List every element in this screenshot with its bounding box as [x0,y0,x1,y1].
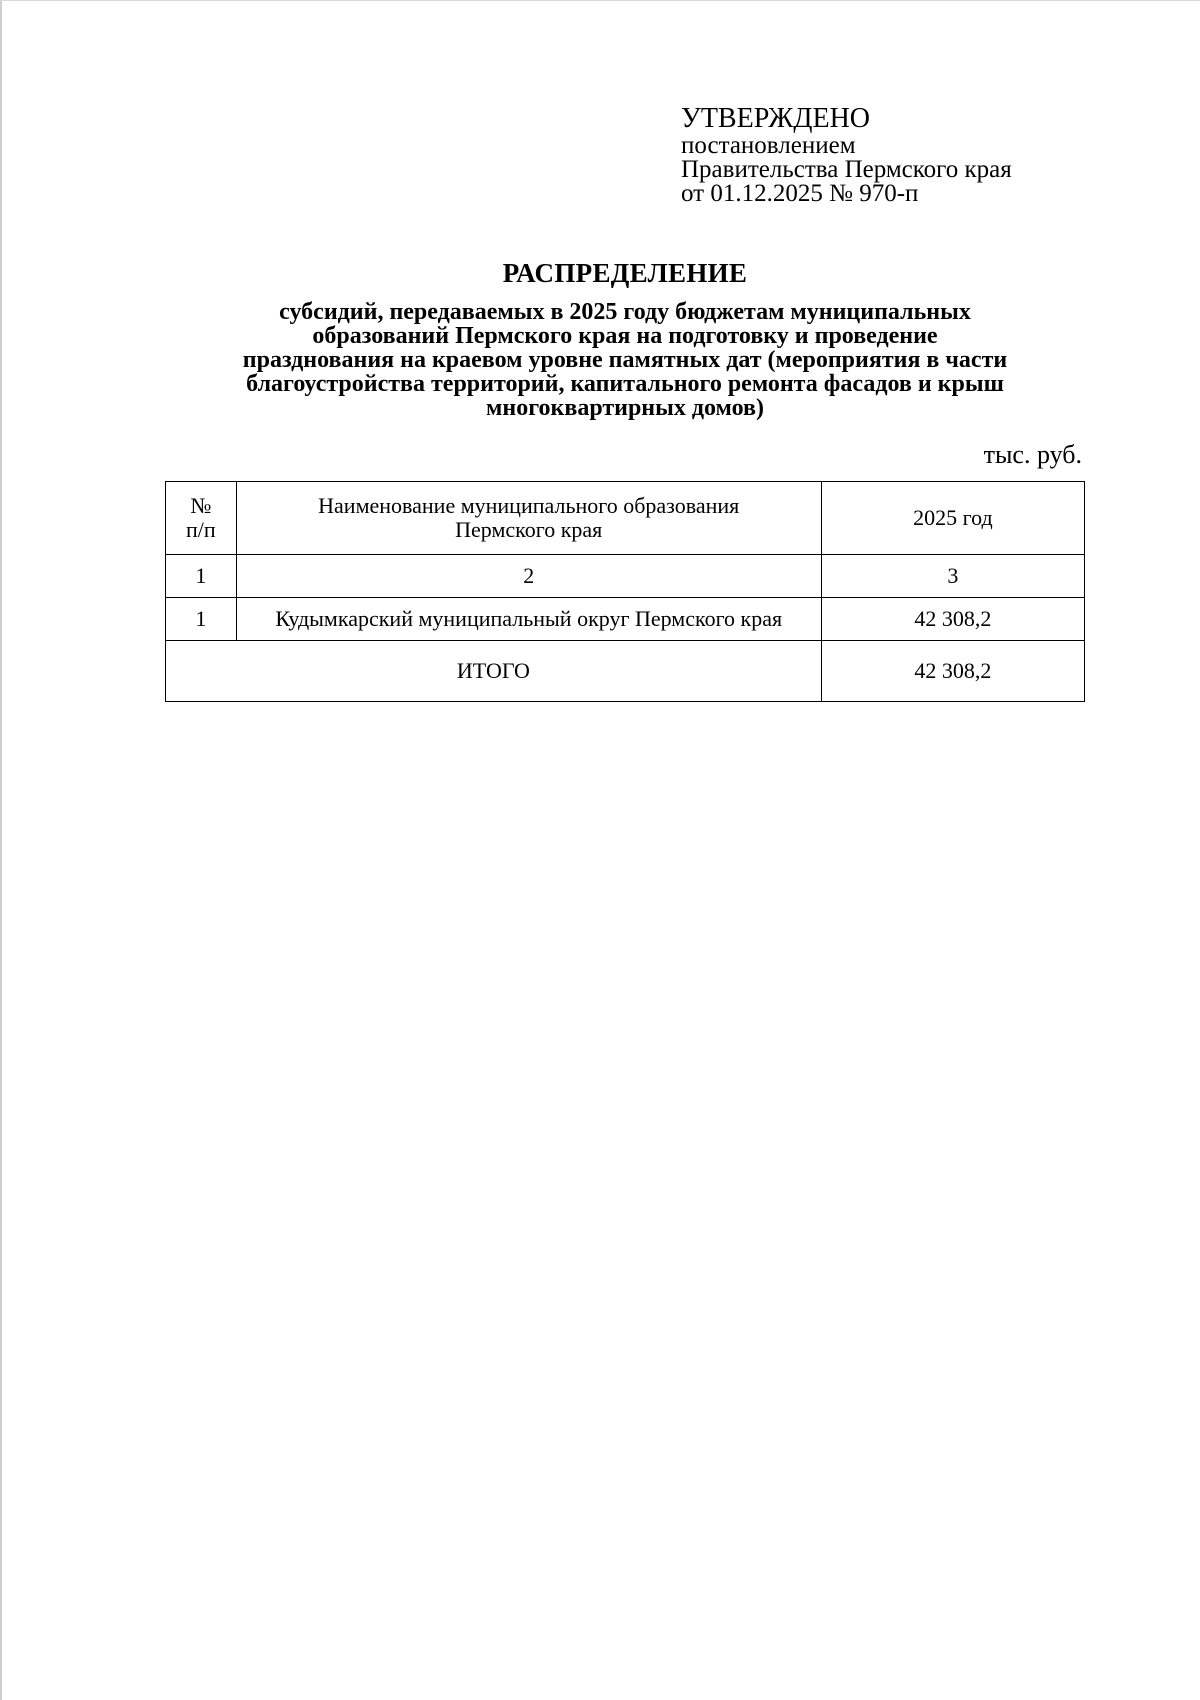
approval-block [681,104,1012,206]
header-name-line: Наименование муниципального образования [318,493,740,518]
page-edge-top [0,0,1200,1]
total-label: ИТОГО [166,641,822,702]
column-index: 2 [236,555,821,598]
row-municipality: Кудымкарский муниципальный округ Пермского края [236,598,821,641]
header-year: 2025 год [821,482,1084,555]
table-row [166,598,1085,641]
distribution-table [165,481,1085,702]
document-title: РАСПРЕДЕЛЕНИЕ [502,258,748,288]
total-row [166,641,1085,702]
subtitle-line: благоустройства территорий, капитального ремонта фасадов и крыш [246,371,1004,397]
column-index: 3 [821,555,1084,598]
subtitle-line: субсидий, передаваемых в 2025 году бюджетам муниципальных [279,299,971,325]
header-num [166,482,237,555]
document-subtitle [160,300,1090,420]
units-label: тыс. руб. [983,440,1082,469]
header-num-abbr: п/п [185,517,216,542]
column-index: 1 [166,555,237,598]
row-num: 1 [166,598,237,641]
approval-line: постановлением [681,132,856,159]
subtitle-line: образований Пермского края на подготовку и проведение [312,323,938,349]
subtitle-line: многоквартирных домов) [486,395,764,421]
header-name-line: Пермского края [455,517,603,542]
approval-stamp: УТВЕРЖДЕНО [681,103,871,134]
total-value: 42 308,2 [821,641,1084,702]
header-name [236,482,821,555]
page-edge [0,0,2,1700]
table-header-row [166,482,1085,555]
approval-line: Правительства Пермского края [681,156,1012,183]
header-num-symbol: № [190,493,212,518]
row-value: 42 308,2 [821,598,1084,641]
approval-date: от 01.12.2025 № 970-п [681,180,919,207]
subtitle-line: празднования на краевом уровне памятных дат (мероприятия в части [242,347,1008,373]
column-index-row [166,555,1085,598]
